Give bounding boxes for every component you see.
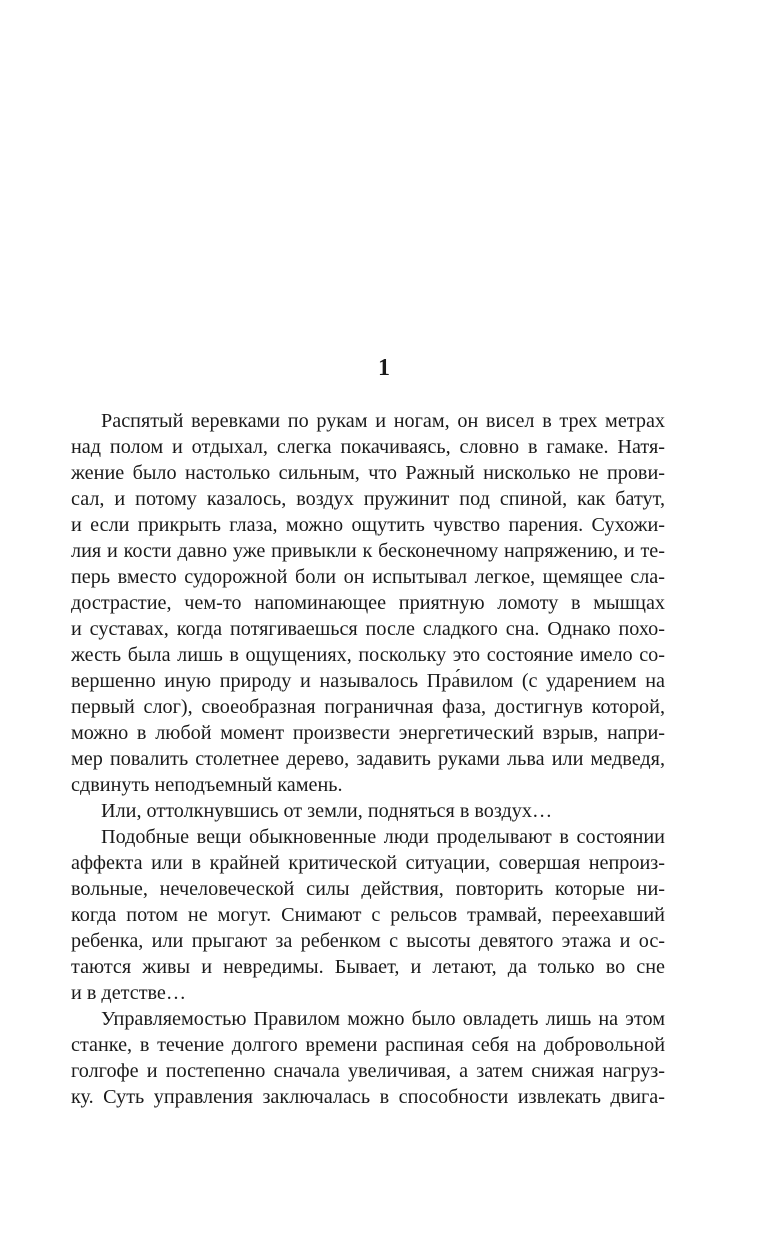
text-line: вершенно иную природу и называлось Пра́вилом (с ударением на [71,670,665,692]
text-line: аффекта или в крайней критической ситуации, совершая непроиз- [71,852,665,874]
text-line: перь вместо судорожной боли он испытывал легкое, щемящее сла- [71,566,665,588]
text-line: и если прикрыть глаза, можно ощутить чувство парения. Сухожи- [71,514,665,536]
text-line: сал, и потому казалось, воздух пружинит под спиной, как батут, [71,488,665,510]
text-line: первый слог), своеобразная пограничная фаза, достигнув которой, [71,696,665,718]
text-line: сдвинуть неподъемный камень. [71,774,343,796]
text-line: жесть была лишь в ощущениях, поскольку это состояние имело со- [71,644,665,666]
text-line: голгофе и постепенно сначала увеличивая, а затем снижая нагруз- [71,1060,665,1082]
text-line: дострастие, чем-то напоминающее приятную ломоту в мышцах [71,592,665,614]
text-line: ку. Суть управления заключалась в способности извлекать двига- [71,1086,665,1108]
text-line: Или, оттолкнувшись от земли, подняться в воздух… [101,800,553,822]
text-line: ребенка, или прыгают за ребенком с высоты девятого этажа и ос- [71,930,665,952]
text-line: Управляемостью Правилом можно было овладеть лишь на этом [101,1008,665,1030]
text-line: станке, в течение долгого времени распиная себя на добровольной [71,1034,665,1056]
text-line: жение было настолько сильным, что Ражный нисколько не прови- [71,462,665,484]
text-line: мер повалить столетнее дерево, задавить руками льва или медведя, [71,748,665,770]
text-line: и суставах, когда потягиваешься после сладкого сна. Однако похо- [71,618,665,640]
text-line: над полом и отдыхал, слегка покачиваясь, словно в гамаке. Натя- [71,436,665,458]
body-text [71,408,665,1110]
text-line: Подобные вещи обыкновенные люди проделывают в состоянии [101,826,665,848]
text-line: Распятый веревками по рукам и ногам, он висел в трех метрах [101,410,665,432]
text-line: можно в любой момент произвести энергетический взрыв, напри- [71,722,665,744]
text-line: лия и кости давно уже привыкли к бесконечному напряжению, и те- [71,540,665,562]
text-line: и в детстве… [71,982,187,1004]
text-line: когда потом не могут. Снимают с рельсов трамвай, переехавший [71,904,665,926]
chapter-number: 1 [378,355,390,381]
text-line: вольные, нечеловеческой силы действия, повторить которые ни- [71,878,665,900]
text-line: таются живы и невредимы. Бывает, и летают, да только во сне [71,956,665,978]
